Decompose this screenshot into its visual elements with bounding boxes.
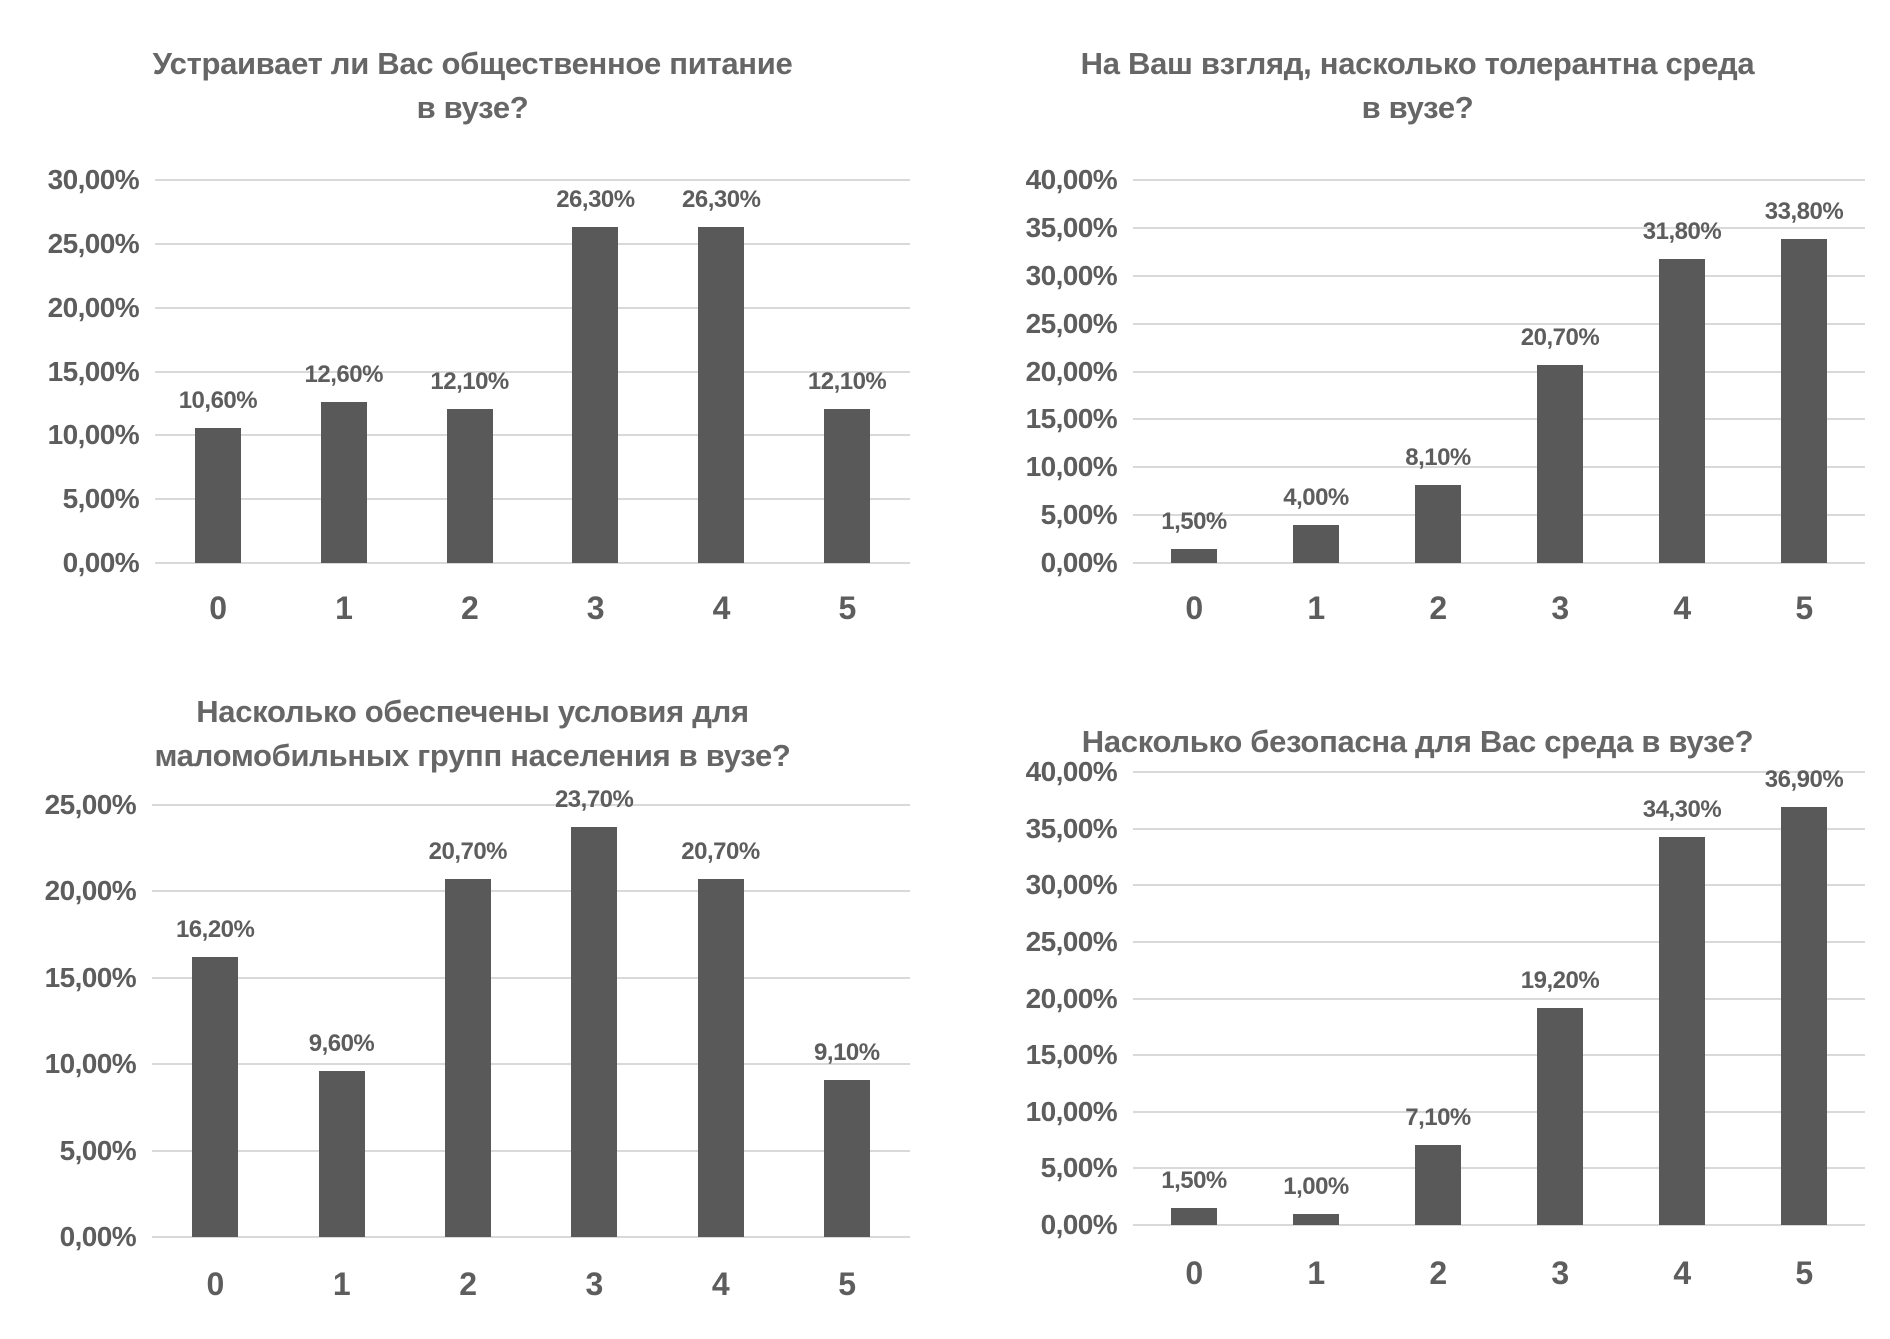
x-tick-label: 4	[1673, 590, 1691, 626]
y-tick-label: 20,00%	[44, 875, 136, 907]
x-tick-label: 2	[459, 1266, 477, 1302]
chart-catering	[0, 0, 945, 671]
gridline	[152, 977, 910, 979]
data-label: 12,10%	[430, 367, 509, 395]
bar-category-4	[698, 227, 744, 563]
gridline	[1133, 1224, 1865, 1226]
data-label: 20,70%	[428, 838, 508, 866]
y-tick-label: 20,00%	[1025, 982, 1117, 1014]
gridline	[1133, 418, 1865, 420]
x-tick-label: 3	[585, 1266, 603, 1302]
y-tick-label: 25,00%	[47, 227, 139, 259]
data-label: 26,30%	[682, 186, 761, 214]
gridline	[1133, 179, 1865, 181]
bar-category-1	[321, 402, 367, 563]
bar-category-5	[1781, 239, 1827, 563]
y-tick-label: 20,00%	[47, 291, 139, 323]
gridline	[152, 1236, 910, 1238]
x-tick-label: 0	[206, 1266, 224, 1302]
x-tick-label: 5	[1795, 1255, 1813, 1291]
data-label: 31,80%	[1642, 217, 1722, 245]
bar-category-2	[447, 409, 493, 563]
gridline	[1133, 562, 1865, 564]
gridline	[155, 243, 910, 245]
gridline	[1133, 941, 1865, 943]
y-tick-label: 10,00%	[44, 1048, 136, 1080]
x-tick-label: 1	[335, 590, 353, 626]
bar-category-3	[1537, 365, 1583, 563]
chart-title-accessibility: Насколько обеспечены условия для маломобильных групп населения в вузе?	[154, 694, 791, 773]
data-label: 20,70%	[1520, 323, 1600, 351]
x-tick-label: 2	[1429, 590, 1447, 626]
gridline	[155, 307, 910, 309]
y-tick-label: 40,00%	[1025, 164, 1117, 195]
data-label: 12,10%	[807, 367, 887, 395]
data-label: 36,90%	[1764, 766, 1844, 794]
data-label: 20,70%	[681, 838, 760, 866]
bar-category-2	[1415, 485, 1461, 563]
bar-category-4	[698, 879, 744, 1237]
x-tick-label: 1	[1307, 1255, 1325, 1291]
y-tick-label: 25,00%	[1025, 925, 1117, 957]
data-label: 19,20%	[1520, 966, 1600, 994]
data-label: 23,70%	[554, 786, 634, 814]
bar-category-2	[1415, 1145, 1461, 1225]
bar-category-5	[1781, 807, 1827, 1225]
gridline	[1133, 884, 1865, 886]
data-label: 1,00%	[1283, 1172, 1349, 1200]
gridline	[155, 562, 910, 564]
bar-category-3	[571, 827, 617, 1237]
y-tick-label: 0,00%	[1040, 547, 1117, 578]
y-tick-label: 30,00%	[1025, 869, 1117, 901]
data-label: 8,10%	[1405, 444, 1471, 472]
y-tick-label: 15,00%	[1025, 403, 1117, 435]
chart-accessibility	[0, 668, 945, 1339]
data-label: 9,60%	[308, 1030, 375, 1058]
x-tick-label: 4	[1673, 1255, 1691, 1291]
x-tick-label: 0	[209, 590, 227, 626]
bar-category-4	[1659, 837, 1705, 1225]
x-tick-label: 5	[838, 590, 856, 626]
y-tick-label: 15,00%	[1025, 1039, 1117, 1071]
bar-category-3	[1537, 1008, 1583, 1225]
x-tick-label: 0	[1185, 590, 1203, 626]
y-tick-label: 5,00%	[1040, 1152, 1117, 1184]
data-label: 34,30%	[1642, 795, 1722, 823]
data-label: 9,10%	[814, 1038, 880, 1066]
y-tick-label: 30,00%	[47, 164, 139, 195]
bar-category-5	[824, 1080, 870, 1237]
y-tick-label: 25,00%	[1025, 307, 1117, 339]
y-tick-label: 10,00%	[47, 419, 139, 451]
gridline	[152, 1150, 910, 1152]
gridline	[1133, 275, 1865, 277]
chart-tolerance	[945, 0, 1890, 671]
x-tick-label: 5	[1795, 590, 1813, 626]
gridline	[1133, 998, 1865, 1000]
y-tick-label: 0,00%	[59, 1221, 136, 1252]
bar-category-1	[1293, 1214, 1339, 1225]
bar-category-5	[824, 409, 870, 563]
x-tick-label: 5	[838, 1266, 856, 1302]
gridline	[155, 179, 910, 181]
bar-category-0	[1171, 1208, 1217, 1225]
data-label: 4,00%	[1283, 483, 1349, 511]
x-tick-label: 4	[711, 1266, 730, 1302]
y-tick-label: 0,00%	[62, 547, 139, 578]
bar-category-1	[319, 1071, 365, 1237]
bar-category-0	[192, 957, 238, 1237]
y-tick-label: 5,00%	[62, 483, 139, 515]
data-label: 1,50%	[1161, 1167, 1227, 1194]
x-tick-label: 3	[1551, 1255, 1569, 1291]
x-tick-label: 2	[460, 590, 479, 626]
x-tick-label: 1	[1307, 590, 1325, 626]
y-tick-label: 25,00%	[44, 789, 136, 820]
data-label: 7,10%	[1405, 1103, 1471, 1131]
y-tick-label: 10,00%	[1025, 451, 1117, 483]
y-tick-label: 15,00%	[47, 355, 139, 387]
x-tick-label: 3	[586, 590, 604, 626]
data-label: 16,20%	[175, 916, 255, 944]
gridline	[1133, 828, 1865, 830]
y-tick-label: 20,00%	[1025, 355, 1117, 387]
y-tick-label: 5,00%	[59, 1134, 136, 1166]
gridline	[155, 498, 910, 500]
y-tick-label: 10,00%	[1025, 1095, 1117, 1127]
x-tick-label: 3	[1551, 590, 1569, 626]
x-tick-label: 4	[712, 590, 730, 626]
y-tick-label: 35,00%	[1025, 812, 1117, 844]
data-label: 26,30%	[556, 186, 635, 214]
chart-safety	[945, 668, 1890, 1339]
bar-category-2	[445, 879, 491, 1237]
chart-title-safety: Насколько безопасна для Вас среда в вузе?	[1081, 724, 1754, 759]
gridline	[1133, 371, 1865, 373]
y-tick-label: 15,00%	[44, 961, 136, 993]
x-tick-label: 0	[1185, 1255, 1203, 1291]
bar-category-4	[1659, 259, 1705, 563]
y-tick-label: 35,00%	[1025, 211, 1117, 243]
bar-category-0	[1171, 549, 1217, 563]
data-label: 33,80%	[1764, 198, 1844, 226]
bar-category-3	[572, 227, 618, 563]
data-label: 12,60%	[304, 361, 383, 389]
gridline	[152, 890, 910, 892]
x-tick-label: 2	[1429, 1255, 1447, 1291]
data-label: 1,50%	[1161, 507, 1227, 535]
data-label: 10,60%	[178, 386, 258, 414]
gridline	[155, 434, 910, 436]
bar-category-0	[195, 428, 241, 563]
chart-title-tolerance: На Ваш взгляд, насколько толерантна среда в вузе?	[1080, 46, 1755, 125]
y-tick-label: 5,00%	[1040, 499, 1117, 531]
y-tick-label: 40,00%	[1025, 756, 1117, 787]
x-tick-label: 1	[332, 1266, 351, 1302]
chart-title-catering: Устраивает ли Вас общественное питание в вузе?	[152, 46, 793, 125]
y-tick-label: 0,00%	[1040, 1209, 1117, 1240]
bar-category-1	[1293, 525, 1339, 563]
gridline	[1133, 1054, 1865, 1056]
y-tick-label: 30,00%	[1025, 259, 1117, 291]
